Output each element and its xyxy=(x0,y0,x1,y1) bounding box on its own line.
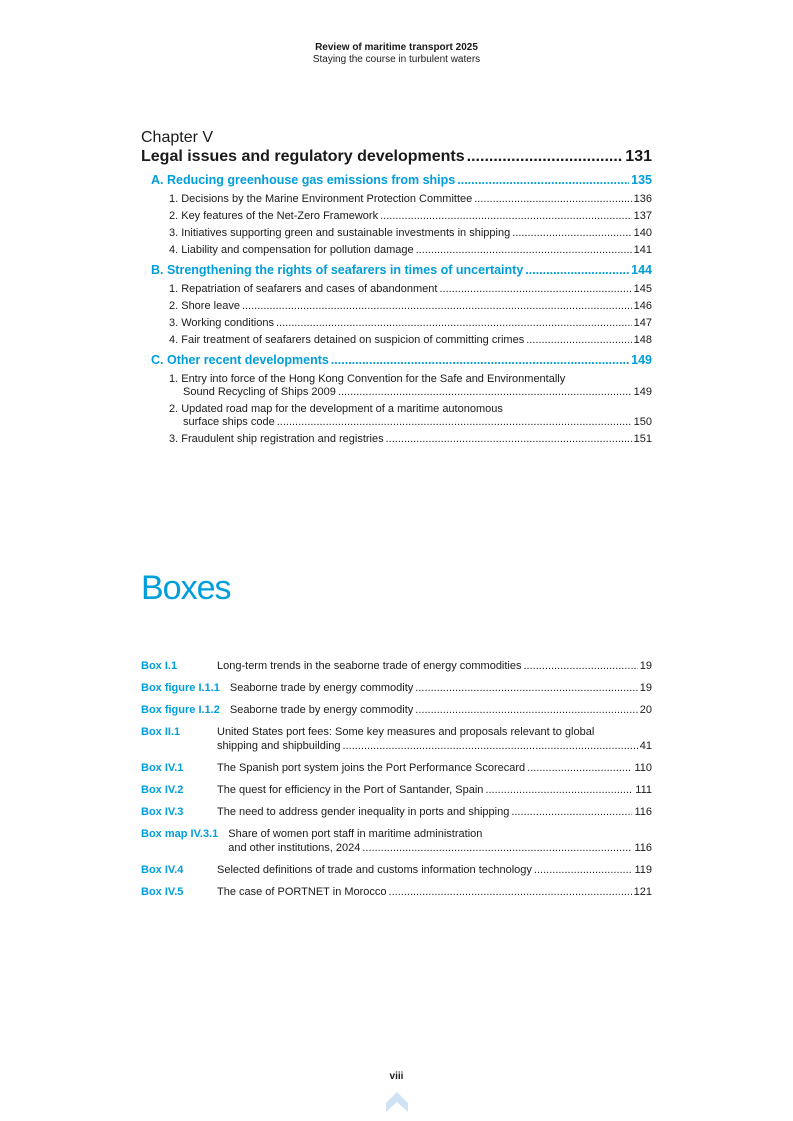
boxes-list xyxy=(141,659,652,907)
box-entry[interactable] xyxy=(141,681,652,695)
leader-dots xyxy=(389,885,632,899)
section-title: C. Other recent developments xyxy=(151,353,329,367)
section-c-link[interactable] xyxy=(151,351,652,369)
entry-page: 146 xyxy=(633,300,652,312)
toc-entry[interactable] xyxy=(169,193,652,206)
toc-entry[interactable] xyxy=(169,283,652,296)
box-page: 19 xyxy=(639,682,652,694)
box-label: Box figure I.1.2 xyxy=(141,704,220,716)
box-label: Box IV.1 xyxy=(141,762,184,774)
leader-dots xyxy=(362,841,632,855)
section-title: A. Reducing greenhouse gas emissions from ships xyxy=(151,173,456,187)
chapter-page: 131 xyxy=(625,148,652,165)
section-a-link[interactable] xyxy=(151,171,652,189)
entry-title: 2. Key features of the Net-Zero Framework xyxy=(169,210,379,222)
box-title: The case of PORTNET in Morocco xyxy=(217,886,387,898)
entry-title-line2: surface ships code xyxy=(183,416,275,428)
report-subtitle: Staying the course in turbulent waters xyxy=(312,54,481,65)
entry-title: 4. Fair treatment of seafarers detained on suspicion of committing crimes xyxy=(169,334,525,346)
box-page: 19 xyxy=(639,660,652,672)
box-page: 111 xyxy=(635,784,652,796)
box-page: 110 xyxy=(634,762,652,774)
entry-page: 136 xyxy=(633,193,652,205)
entry-title-line2: Sound Recycling of Ships 2009 xyxy=(183,386,336,398)
box-label: Box IV.5 xyxy=(141,886,184,898)
box-page: 116 xyxy=(634,842,652,854)
box-entry[interactable] xyxy=(141,783,652,797)
entry-page: 149 xyxy=(633,386,652,398)
entry-title: 1. Repatriation of seafarers and cases of abandonment xyxy=(169,283,438,295)
chapter-title-link[interactable] xyxy=(141,147,652,167)
leader-dots xyxy=(485,783,633,797)
box-entry[interactable] xyxy=(141,725,652,753)
box-entry[interactable] xyxy=(141,863,652,877)
entry-page: 150 xyxy=(633,416,652,428)
leader-dots xyxy=(331,351,629,369)
toc-entry[interactable] xyxy=(169,334,652,347)
leader-dots xyxy=(380,210,632,223)
report-title: Review of maritime transport 2025 xyxy=(315,42,478,53)
section-b-link[interactable] xyxy=(151,261,652,279)
entry-title: 2. Shore leave xyxy=(169,300,240,312)
toc-entry[interactable] xyxy=(169,300,652,313)
box-label: Box IV.3 xyxy=(141,806,184,818)
leader-dots xyxy=(343,739,638,753)
box-label: Box IV.4 xyxy=(141,864,184,876)
toc-entry[interactable] xyxy=(169,317,652,330)
leader-dots xyxy=(439,283,631,296)
leader-dots xyxy=(386,433,632,446)
toc-entry[interactable] xyxy=(169,373,652,399)
box-entry[interactable] xyxy=(141,827,652,855)
leader-dots xyxy=(415,703,637,717)
entry-title: 3. Initiatives supporting green and sustainable investments in shipping xyxy=(169,227,511,239)
leader-dots xyxy=(474,193,631,206)
chapter-title: Legal issues and regulatory developments xyxy=(141,148,465,165)
box-label: Box I.1 xyxy=(141,660,178,672)
entry-page: 147 xyxy=(633,317,652,329)
box-title: The Spanish port system joins the Port Performance Scorecard xyxy=(217,762,526,774)
leader-dots xyxy=(338,386,632,399)
toc-entry[interactable] xyxy=(169,244,652,257)
box-entry[interactable] xyxy=(141,659,652,673)
box-title: The quest for efficiency in the Port of Santander, Spain xyxy=(217,784,484,796)
entry-page: 148 xyxy=(633,334,652,346)
box-entry[interactable] xyxy=(141,761,652,775)
toc-entry[interactable] xyxy=(169,433,652,446)
entry-title-line1: 1. Entry into force of the Hong Kong Convention for the Safe and Environmentally xyxy=(169,373,566,385)
leader-dots xyxy=(524,659,638,673)
box-title: Long-term trends in the seaborne trade of energy commodities xyxy=(217,660,522,672)
leader-dots xyxy=(512,227,631,240)
leader-dots xyxy=(277,416,632,429)
entry-page: 141 xyxy=(633,244,652,256)
box-label: Box II.1 xyxy=(141,726,181,738)
box-page: 20 xyxy=(639,704,652,716)
section-title: B. Strengthening the rights of seafarers in times of uncertainty xyxy=(151,263,524,277)
box-title-line1: Share of women port staff in maritime administration xyxy=(228,828,483,840)
box-page: 41 xyxy=(639,740,652,752)
box-entry[interactable] xyxy=(141,703,652,717)
box-label: Box figure I.1.1 xyxy=(141,682,220,694)
leader-dots xyxy=(527,761,632,775)
box-title-line2: shipping and shipbuilding xyxy=(217,740,341,752)
box-page: 116 xyxy=(634,806,652,818)
up-arrow-icon[interactable] xyxy=(384,1090,410,1114)
box-page: 119 xyxy=(634,864,652,876)
leader-dots xyxy=(511,805,632,819)
leader-dots xyxy=(276,317,632,330)
box-title-line1: United States port fees: Some key measures and proposals relevant to global xyxy=(217,726,595,738)
leader-dots xyxy=(457,171,629,189)
running-header xyxy=(0,42,793,66)
boxes-heading: Boxes xyxy=(141,569,231,607)
entry-page: 151 xyxy=(633,433,652,445)
box-entry[interactable] xyxy=(141,805,652,819)
entry-page: 140 xyxy=(633,227,652,239)
box-title: Seaborne trade by energy commodity xyxy=(229,682,414,694)
chapter-label: Chapter V xyxy=(141,129,214,146)
entry-title: 3. Fraudulent ship registration and registries xyxy=(169,433,384,445)
entry-title: 1. Decisions by the Marine Environment Protection Committee xyxy=(169,193,473,205)
section-page: 149 xyxy=(631,353,652,367)
leader-dots xyxy=(526,334,631,347)
chapter-toc xyxy=(141,128,652,450)
entry-page: 145 xyxy=(633,283,652,295)
box-title: Seaborne trade by energy commodity xyxy=(229,704,414,716)
box-label: Box map IV.3.1 xyxy=(141,828,219,840)
box-page: 121 xyxy=(633,886,652,898)
section-page: 135 xyxy=(631,173,652,187)
box-title: Selected definitions of trade and customs information technology xyxy=(217,864,532,876)
entry-title-line1: 2. Updated road map for the development of a maritime autonomous xyxy=(169,403,503,415)
page-number: viii xyxy=(389,1071,404,1082)
leader-dots xyxy=(534,863,633,877)
section-page: 144 xyxy=(631,263,652,277)
toc-entry[interactable] xyxy=(169,403,652,429)
leader-dots xyxy=(467,147,624,167)
leader-dots xyxy=(415,681,637,695)
box-title-line2: and other institutions, 2024 xyxy=(228,842,361,854)
toc-entry[interactable] xyxy=(169,227,652,240)
entry-title: 4. Liability and compensation for pollution damage xyxy=(169,244,414,256)
box-title: The need to address gender inequality in ports and shipping xyxy=(217,806,510,818)
toc-entry[interactable] xyxy=(169,210,652,223)
entry-title: 3. Working conditions xyxy=(169,317,274,329)
leader-dots xyxy=(242,300,632,313)
box-label: Box IV.2 xyxy=(141,784,184,796)
leader-dots xyxy=(416,244,632,257)
box-entry[interactable] xyxy=(141,885,652,899)
leader-dots xyxy=(525,261,629,279)
entry-page: 137 xyxy=(633,210,652,222)
